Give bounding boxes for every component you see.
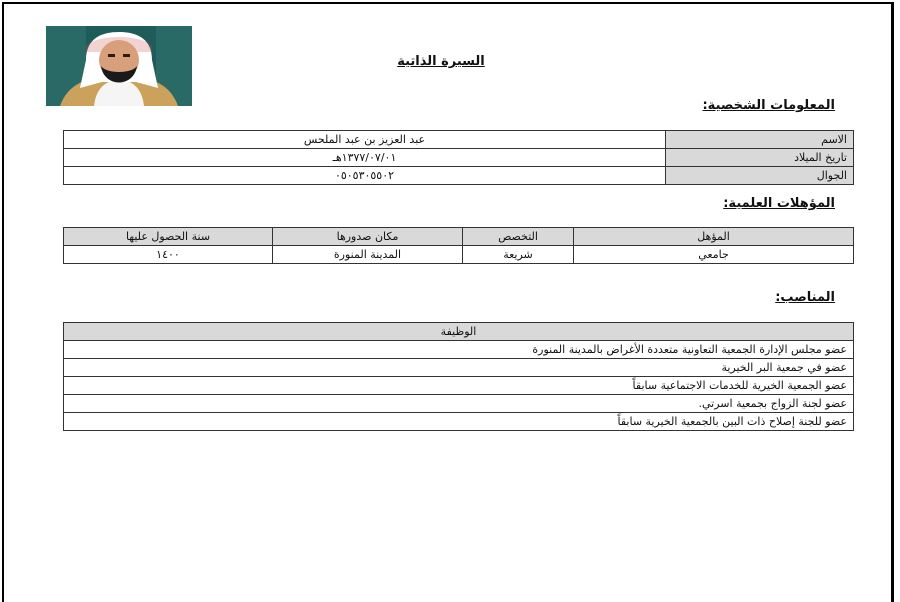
page-title: السيرة الذاتية	[397, 54, 485, 69]
mobile-label: الجوال	[666, 167, 854, 185]
qualifications-table	[63, 227, 854, 264]
table-cell: ١٤٠٠	[64, 246, 273, 264]
table-cell: جامعي	[574, 246, 854, 264]
table-cell: عضو مجلس الإدارة الجمعية التعاونية متعددة الأغراض بالمدينة المنورة	[64, 341, 854, 359]
table-row	[64, 246, 854, 264]
table-cell: المدينة المنورة	[273, 246, 463, 264]
table-cell: شريعة	[463, 246, 574, 264]
personal-info-table	[63, 130, 854, 185]
table-header-row	[64, 323, 854, 341]
portrait-photo	[46, 26, 192, 106]
positions-table	[63, 322, 854, 431]
table-row	[64, 149, 854, 167]
table-cell: عضو في جمعية البر الخيرية	[64, 359, 854, 377]
portrait-illustration	[46, 26, 192, 106]
column-header: المؤهل	[574, 228, 854, 246]
column-header: التخصص	[463, 228, 574, 246]
table-row	[64, 341, 854, 359]
table-row	[64, 413, 854, 431]
column-header: الوظيفة	[64, 323, 854, 341]
table-row	[64, 377, 854, 395]
birthdate-value: ١٣٧٧/٠٧/٠١هـ	[64, 149, 666, 167]
positions-heading: المناصب:	[775, 290, 835, 305]
table-row	[64, 359, 854, 377]
column-header: سنة الحصول عليها	[64, 228, 273, 246]
document-page	[2, 2, 894, 602]
table-row	[64, 167, 854, 185]
table-cell: عضو للجنة إصلاح ذات البين بالجمعية الخيرية سابقاً	[64, 413, 854, 431]
name-label: الاسم	[666, 131, 854, 149]
table-cell: عضو لجنة الزواج بجمعية اسرتي.	[64, 395, 854, 413]
table-header-row	[64, 228, 854, 246]
column-header: مكان صدورها	[273, 228, 463, 246]
table-row	[64, 131, 854, 149]
table-row	[64, 395, 854, 413]
birthdate-label: تاريخ الميلاد	[666, 149, 854, 167]
name-value: عبد العزيز بن عبد الملحس	[64, 131, 666, 149]
table-cell: عضو الجمعية الخيرية للخدمات الاجتماعية سابقاً	[64, 377, 854, 395]
mobile-value: ٠٥٠٥٣٠٥٥٠٢	[64, 167, 666, 185]
personal-info-heading: المعلومات الشخصية:	[702, 98, 835, 113]
qualifications-heading: المؤهلات العلمية:	[723, 196, 835, 211]
